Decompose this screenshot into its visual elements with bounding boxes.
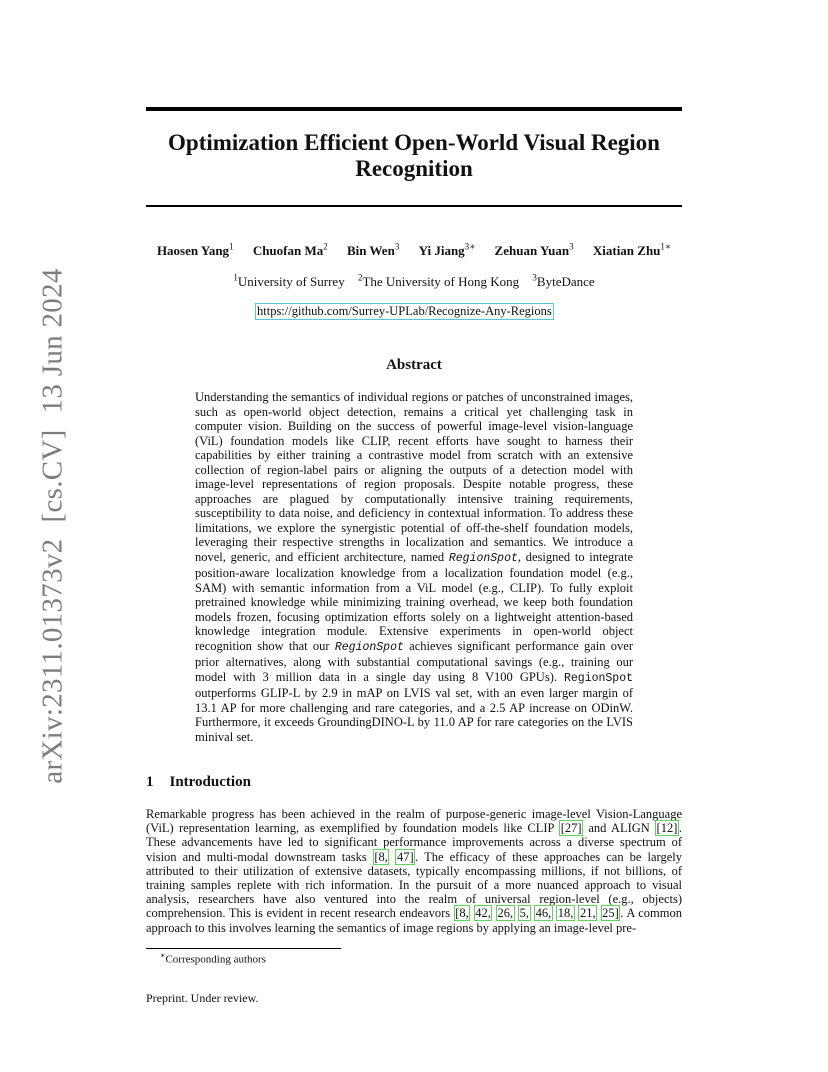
- author: Zehuan Yuan$^3$: [494, 242, 574, 259]
- preprint-note: Preprint. Under review.: [146, 991, 259, 1005]
- author: Haosen Yang$^1$: [156, 242, 234, 259]
- affiliations: [146, 273, 682, 290]
- citation-link[interactable]: 18,: [557, 906, 574, 921]
- title-line-2: Recognition: [355, 156, 473, 181]
- introduction-text: Remarkable progress has been achieved in the realm of purpose-generic image-level Vision-Language (ViL) representation learning, as exemplified by foundation models like CLIP [27] and ALIGN [12] . These advancements have led to significant performance improvements across a diverse spectrum of vision and multi-modal downstream tasks [8, 47] . The efficacy of these approaches can be largely attributed to their utilization of extensive datasets, typically encompassing millions, if not billions, of training samples replete with rich information. In the pursuit of a more nuanced approach to visual analysis, researchers have also ventured into the realm of universal region-level (e.g., objects) comprehension. This is evident in recent research endeavors [8, 42, 26, 5, 46, 18, 21, 25] . A common approach to this involves learning the semantics of image regions by applying an image-level pre-: [146, 807, 682, 935]
- author: Xiatian Zhu$^{1∗}$: [592, 242, 672, 259]
- author-list: [146, 242, 682, 259]
- method-name: RegionSpot: [563, 671, 633, 685]
- affiliation: $^2$The University of Hong Kong: [357, 273, 520, 290]
- affiliation: $^3$ByteDance: [532, 273, 595, 290]
- author: Bin Wen$^3$: [347, 242, 400, 259]
- author: Yi Jiang$^{3∗}$: [418, 242, 476, 259]
- arxiv-side-stamp: [37, 268, 70, 783]
- abstract-heading: Abstract: [386, 357, 442, 373]
- citation-link[interactable]: 5,: [519, 906, 530, 921]
- title-top-rule: [146, 107, 682, 111]
- abstract-text: Understanding the semantics of individual regions or patches of unconstrained images, such as open-world object detection, remains a critical yet challenging task in computer vision. Building on the success of powerful image-level vision-language (ViL) foundation models like CLIP, recent efforts have sought to harness their capabilities by either training a contrastive model from scratch with an extensive collection of region-label pairs or aligning the outputs of a detection model with image-level representations of region proposals. Despite notable progress, these approaches are plagued by computationally intensive training requirements, susceptibility to data noise, and deficiency in contextual information. To address these limitations, we explore the synergistic potential of off-the-shelf foundation models, leveraging their respective strengths in localization and semantics. We introduce a novel, generic, and efficient architecture, named RegionSpot, designed to integrate position-aware localization knowledge from a localization foundation model (e.g., SAM) with semantic information from a ViL model (e.g., CLIP). To fully exploit pretrained knowledge while minimizing training overhead, we keep both foundation models frozen, focusing optimization efforts solely on a lightweight attention-based knowledge integration module. Extensive experiments in open-world object recognition show that our RegionSpot achieves significant performance gain over prior alternatives, along with substantial computational savings (e.g., training our model with 3 million data in a single day using 8 V100 GPUs). RegionSpot outperforms GLIP-L by 2.9 in mAP on LVIS val set, with an even larger margin of 13.1 AP for more challenging and rare categories, and a 2.5 AP increase on ODinW. Furthermore, it exceeds GroundingDINO-L by 11.0 AP for rare categories on the LVIS minival set.: [195, 390, 633, 744]
- citation-link[interactable]: 46,: [535, 906, 552, 921]
- footnote: ∗Corresponding authors: [160, 951, 266, 966]
- title-line-1: Optimization Efficient Open-World Visual Region: [168, 130, 660, 155]
- citation-link[interactable]: [27]: [560, 821, 582, 836]
- arxiv-category: [cs.CV]: [36, 429, 69, 523]
- method-name: RegionSpot: [448, 551, 518, 565]
- citation-link[interactable]: 21,: [579, 906, 596, 921]
- citation-link[interactable]: [8,: [455, 906, 469, 921]
- section-heading-introduction: [146, 774, 251, 791]
- affiliation: $^1$University of Surrey: [233, 273, 345, 290]
- section-title: Introduction: [169, 774, 251, 790]
- citation-link[interactable]: 26,: [497, 906, 514, 921]
- paper-title: [146, 130, 682, 182]
- citation-link[interactable]: 42,: [475, 906, 491, 921]
- citation-link[interactable]: [12]: [656, 821, 678, 836]
- citation-link[interactable]: 25]: [602, 906, 619, 921]
- citation-link[interactable]: 47]: [396, 849, 414, 864]
- arxiv-id: arXiv:2311.01373v2: [36, 538, 69, 784]
- section-number: 1: [146, 774, 154, 790]
- github-link[interactable]: https://github.com/Surrey-UPLab/Recognize-Any-Regions: [257, 304, 552, 318]
- author: Chuofan Ma$^2$: [252, 242, 328, 259]
- citation-link[interactable]: [8,: [374, 849, 388, 864]
- title-bottom-rule: [146, 205, 682, 207]
- footnote-rule: [146, 948, 341, 949]
- method-name: RegionSpot: [334, 640, 404, 654]
- arxiv-date: 13 Jun 2024: [36, 268, 69, 414]
